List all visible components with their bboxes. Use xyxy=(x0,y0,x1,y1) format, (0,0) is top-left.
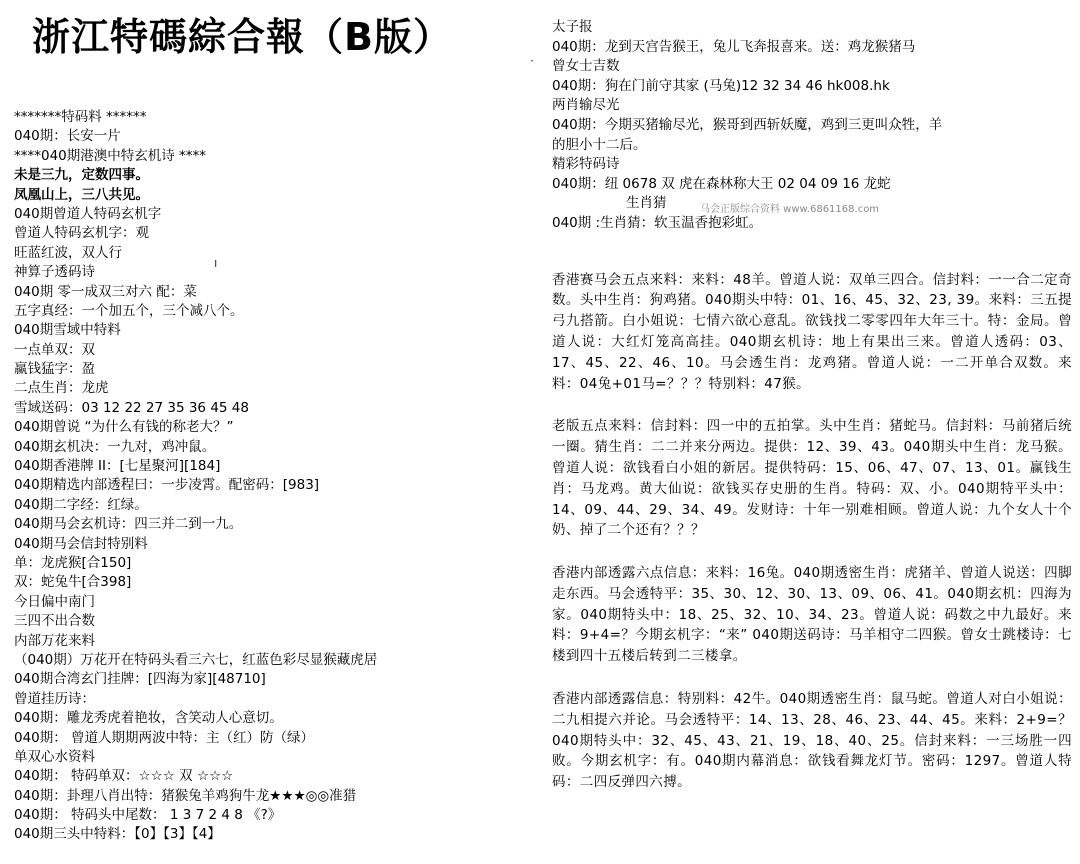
left-line: 040期：长安一片 xyxy=(14,128,121,145)
left-line: 三四不出合数 xyxy=(14,613,95,630)
left-line: 040期： 特码单双：☆☆☆ 双 ☆☆☆ xyxy=(14,768,234,785)
paragraph: 老版五点来料：信封料：四一中的五拍掌。头中生肖：猪蛇马。信封料：马前猪后统一圈。猜生肖：二二并来分两边。提供：12、39、43。040期头中生肖：龙马猴。曾道人说：欲钱看白小姐的新居。提供特码：15、06、47、07、13、01。赢钱生肖：马龙鸡。黄大仙说：欲钱买存史册的生肖。特码：双、小。040期特平头中：14、09、44、29、34、49。发财诗：十年一别难相顾。曾道人说：九个女人十个奶、掉了二个还有？？？ xyxy=(552,418,1072,539)
left-line: 040期：卦理八肖出特：猪猴兔羊鸡狗牛龙★★★◎◎准猎 xyxy=(14,787,357,804)
paragraph-block xyxy=(552,563,1072,667)
left-line: 凤凰山上，三八共见。 xyxy=(14,186,149,203)
left-line: 一点单双：双 xyxy=(14,341,95,358)
section-heading: 精彩特码诗 xyxy=(552,156,620,173)
left-line: 040期马会信封特别料 xyxy=(14,535,148,552)
section-heading: 曾女士吉数 xyxy=(552,58,620,75)
left-line: 雪域送码：03 12 22 27 35 36 45 48 xyxy=(14,399,249,416)
right-line: 040期 :生肖猜：软玉温香抱彩虹。 xyxy=(552,214,763,231)
left-line: 040期：雕龙秀虎着艳妆，含笑动人心意切。 xyxy=(14,710,283,727)
left-line: 二点生肖：龙虎 xyxy=(14,380,109,397)
left-line: 神算子透码诗 xyxy=(14,264,95,281)
paragraph-block xyxy=(552,689,1072,793)
paragraph: 香港赛马会五点来料：来料：48羊。曾道人说：双单三四合。信封料：一一合二定奇数。头中生肖：狗鸡猪。040期头中特：01、16、45、32、23, 39。来料：三五提弓九搭箭。白小姐说：七情六欲心意乱。欲钱找二零零四年大年三十。特：金局。曾道人说：大红灯笼高高挂。040期玄机诗：地上有果出三来。曾道人透码：03、17、45、22、46、10。马会透生肖：龙鸡猪。曾道人说：一二开单合双数。来料：04兔+01马=？？？特别料：47猴。 xyxy=(552,271,1072,392)
section-heading: 两肖输尽光 xyxy=(552,97,620,114)
left-line: ****040期港澳中特玄机诗 **** xyxy=(14,147,207,164)
left-line: 今日偏中南门 xyxy=(14,593,95,610)
left-line: 旺蓝红波，双人行 xyxy=(14,244,122,261)
left-line: 单双心水资料 xyxy=(14,748,95,765)
left-line: 未是三九，定数四事。 xyxy=(14,167,149,184)
right-column xyxy=(552,18,1072,793)
left-line: 040期曾说 “为什么有钱的称老大？” xyxy=(14,419,234,436)
right-line: 生肖猜 xyxy=(626,195,667,212)
right-line: 040期：狗在门前守其家 (马兔)12 32 34 46 hk008.hk xyxy=(552,77,890,94)
left-line: 040期合湾玄门挂牌：[四海为家][48710] xyxy=(14,671,266,688)
left-line: 单：龙虎猴[合150] xyxy=(14,554,132,571)
left-column xyxy=(14,108,514,845)
section-heading: 太子报 xyxy=(552,19,593,35)
left-line: 040期 零一成双三对六 配：菜 xyxy=(14,283,197,300)
left-line: 五字真经：一个加五个，三个减八个。 xyxy=(14,302,244,319)
stray-dot: · xyxy=(530,54,534,68)
right-line: 040期：纽 0678 双 虎在森林称大王 02 04 09 16 龙蛇 xyxy=(552,175,891,192)
right-line: 040期：今期买猪输尽光，猴哥到西斩妖魔，鸡到三更叫众牲，羊 xyxy=(552,116,943,133)
left-line: 040期二字经：红绿。 xyxy=(14,496,148,513)
left-line: 曾道挂历诗： xyxy=(14,690,95,707)
left-line: *******特码料 ****** xyxy=(14,109,147,125)
right-line: 040期：龙到天宫告猴王，兔儿飞奔报喜来。送：鸡龙猴猪马 xyxy=(552,38,916,55)
left-line: 040期雪域中特料 xyxy=(14,322,121,339)
left-line: 曾道人特码玄机字：观 xyxy=(14,225,149,242)
left-line: 赢钱猛字：盈 xyxy=(14,361,95,378)
left-line: 040期： 特码头中尾数： 1 3 7 2 4 8 《?》 xyxy=(14,807,282,824)
left-line: 040期香港牌 II：[七星聚河][184] xyxy=(14,458,221,475)
page-title: 浙江特碼綜合報（B版） xyxy=(32,15,452,59)
left-line: 040期三头中特料：【0】【3】【4】 xyxy=(14,826,221,843)
left-line: 内部万花来料 xyxy=(14,632,95,649)
paragraph-block xyxy=(552,416,1072,541)
paragraph: 香港内部透露信息：特别料：42牛。040期透密生肖：鼠马蛇。曾道人对白小姐说：二九相提六并论。马会透特平：14、13、28、46、23、44、45。来料：2+9=？040期特头中：32、45、43、21、19、18、40、25。信封来料：一三场胜一四败。今期玄机字：有。040期内幕消息：欲钱看舞龙灯节。密码：1297。曾道人特码：二四反弹四六搏。 xyxy=(552,691,1072,791)
left-line: （040期）万花开在特码头看三六七，红蓝色彩尽显猴藏虎居 xyxy=(14,651,378,668)
watermark-text: 马会正版综合资料 www.6861168.com xyxy=(700,204,880,215)
left-line: 双：蛇兔牛[合398] xyxy=(14,574,132,591)
paragraph-block xyxy=(552,270,1072,395)
right-line: 的胆小十二后。 xyxy=(552,136,647,153)
left-line: 040期玄机决：一九对，鸡冲鼠。 xyxy=(14,438,216,455)
left-line: 040期马会玄机诗：四三并二到一九。 xyxy=(14,516,243,533)
left-line: 040期： 曾道人期期两波中特：主（红）防（绿） xyxy=(14,729,315,746)
paragraph: 香港内部透露六点信息：来料：16兔。040期透密生肖：虎猪羊、曾道人说送：四脚走东西。马会透特平：35、30、12、30、13、09、06、41。040期玄机：四海为家。040期特头中：18、25、32、10、34、23。曾道人说：码数之中九最好。来料：9+4=？今期玄机字：“来” 040期送码诗：马羊相守二四猴。曾女士跳楼诗：七楼到四十五楼后转到二三楼拿。 xyxy=(552,565,1072,665)
stray-mark: ı xyxy=(214,256,218,270)
left-line: 040期曾道人特码玄机字 xyxy=(14,205,162,222)
left-line: 040期精选内部透程曰：一步凌霄。配密码：[983] xyxy=(14,477,320,494)
